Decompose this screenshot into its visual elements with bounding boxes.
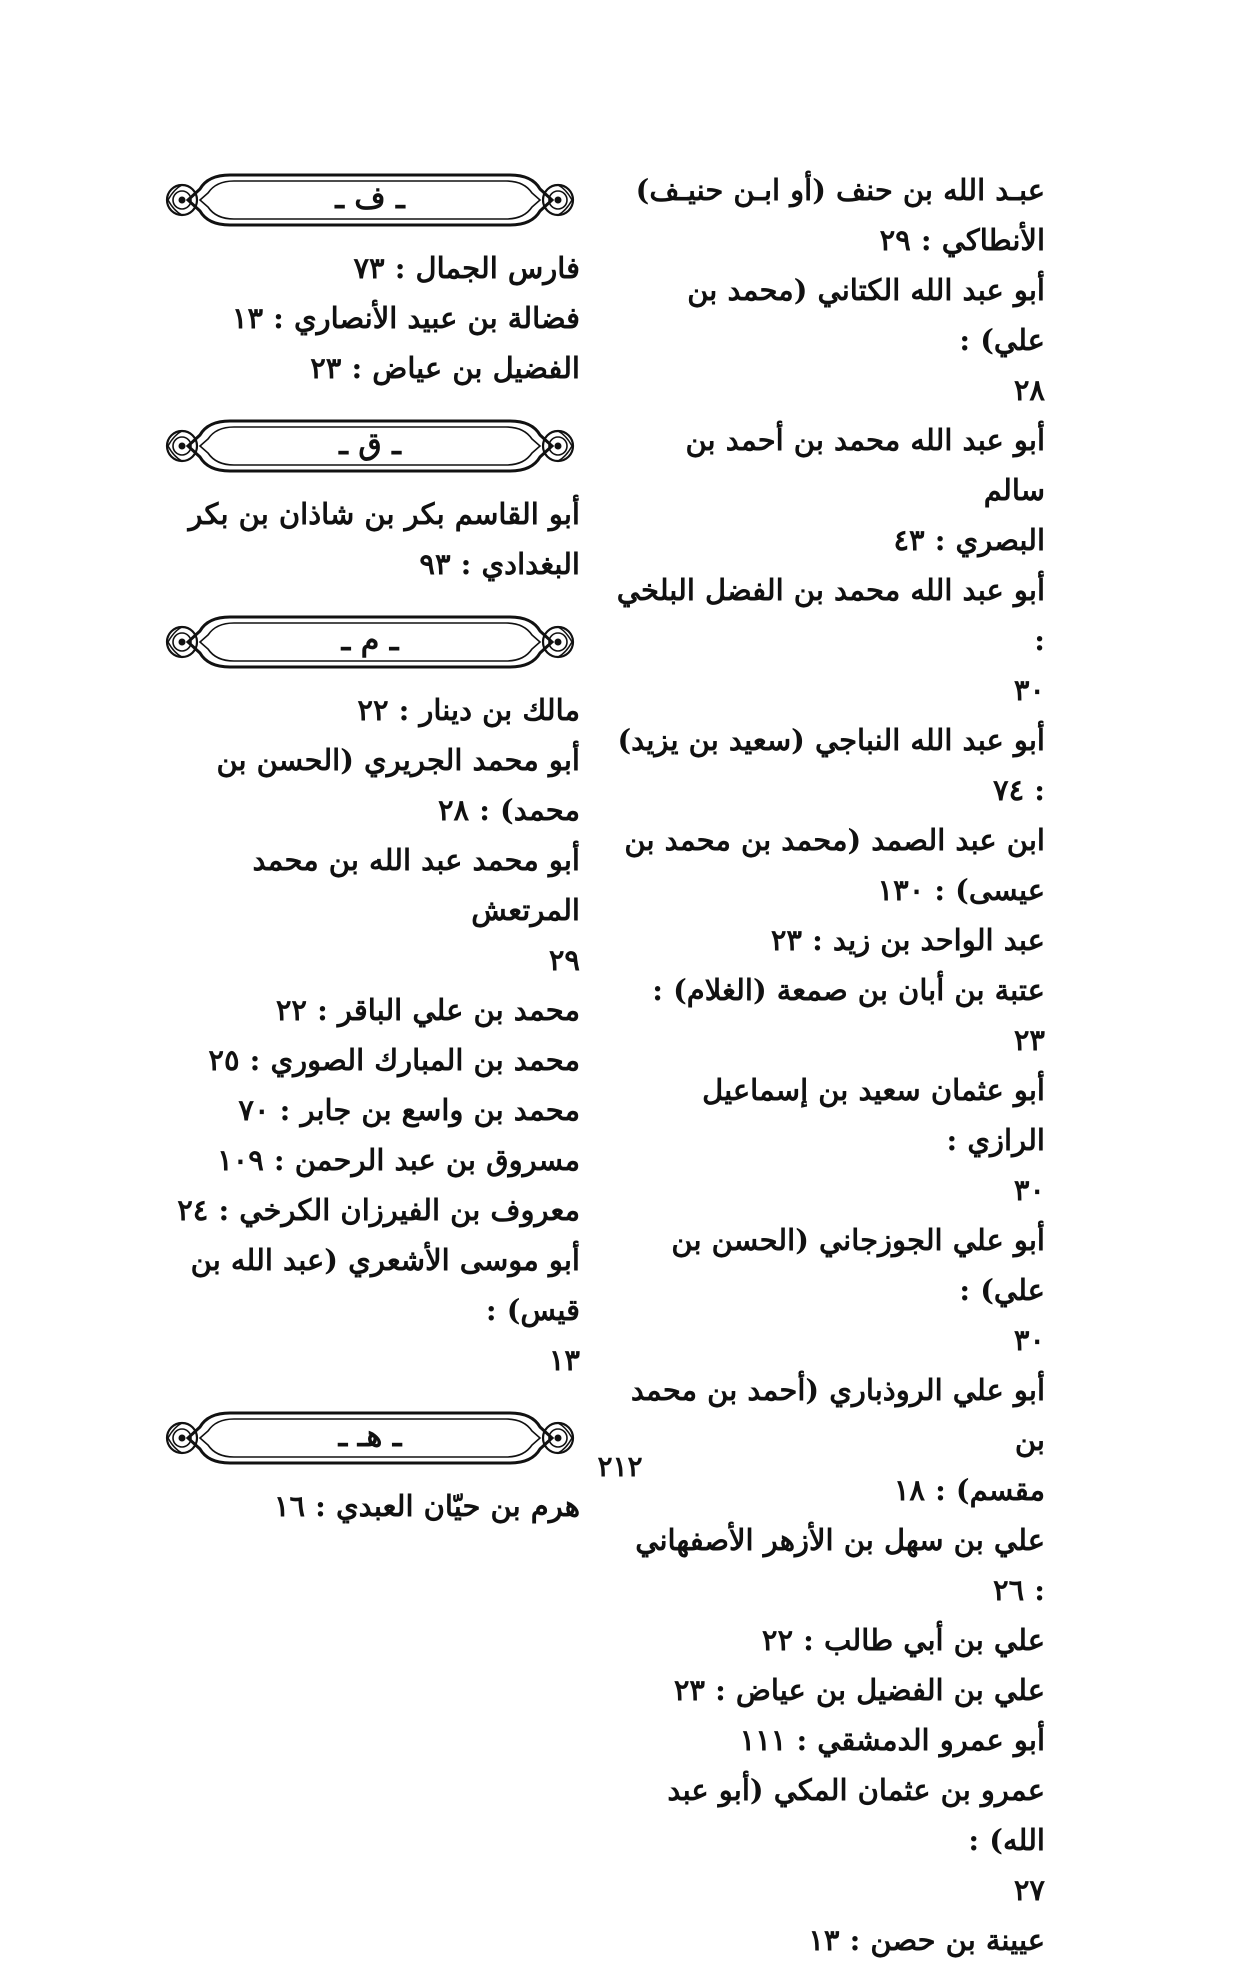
entry-text: الفضيل بن عياض : ٢٣	[310, 351, 580, 385]
entry-text: أبو علي الروذباري (أحمد بن محمد بن	[630, 1373, 1045, 1457]
index-entry	[615, 1365, 1045, 1515]
entry-text: محمد بن المبارك الصوري : ٢٥	[208, 1043, 580, 1077]
section-letter: ـ ق ـ	[339, 427, 401, 462]
index-entry	[140, 835, 580, 985]
entry-text: أبو عبد الله الكتاني (محمد بن علي) :	[687, 273, 1045, 357]
letter-header	[160, 611, 580, 673]
entry-text: علي بن سهل بن الأزهر الأصفهاني : ٢٦	[635, 1523, 1045, 1607]
entry-text: مسروق بن عبد الرحمن : ١٠٩	[217, 1143, 580, 1177]
entry-text: أبو علي الجوزجاني (الحسن بن علي) :	[671, 1223, 1045, 1307]
entry-text: أبو موسى الأشعري (عبد الله بن قيس) :	[190, 1243, 580, 1327]
index-entry	[615, 1665, 1045, 1715]
index-entry	[140, 985, 580, 1035]
entry-text: محمد بن واسع بن جابر : ٧٠	[238, 1093, 580, 1127]
entry-text: عتبة بن أبان بن صمعة (الغلام) : ٢٣	[652, 973, 1045, 1057]
index-entry	[140, 1035, 580, 1085]
entry-text: عمرو بن عثمان المكي (أبو عبد الله) :	[667, 1773, 1045, 1857]
section-letter: ـ هـ ـ	[338, 1419, 402, 1454]
entry-text: أبو عبد الله محمد بن أحمد بن سالم	[685, 423, 1045, 507]
entry-text: عبـد الله بن حنف (أو ابـن حنيـف)	[635, 173, 1045, 207]
index-entry	[140, 1085, 580, 1135]
letter-header	[160, 415, 580, 477]
index-entry	[140, 1135, 580, 1185]
index-entry	[615, 165, 1045, 265]
index-entry	[615, 1915, 1045, 1965]
index-entry	[615, 265, 1045, 415]
index-entry	[140, 343, 580, 393]
section-letter: ـ م ـ	[341, 623, 399, 658]
entry-continuation: ٢٧	[1013, 1873, 1045, 1907]
index-entry	[140, 1481, 580, 1531]
right-column	[615, 165, 1045, 1965]
entry-continuation: ١٣	[548, 1343, 580, 1377]
entry-text: عيينة بن حصن : ١٣	[808, 1923, 1045, 1957]
entry-continuation: الأنطاكي : ٢٩	[879, 223, 1045, 257]
index-entry	[615, 415, 1045, 565]
entry-continuation: ٣٠	[1013, 673, 1045, 707]
index-entry	[140, 685, 580, 735]
index-entry	[615, 1765, 1045, 1915]
entry-text: محمد بن علي الباقر : ٢٢	[275, 993, 580, 1027]
entry-text: أبو عبد الله محمد بن الفضل البلخي :	[616, 573, 1045, 657]
index-entry	[615, 565, 1045, 715]
index-entry	[140, 293, 580, 343]
entry-text: أبو عمرو الدمشقي : ١١١	[739, 1723, 1045, 1757]
entry-text: أبو محمد عبد الله بن محمد المرتعش	[252, 843, 580, 927]
index-entry	[140, 735, 580, 835]
index-entry	[140, 243, 580, 293]
entry-continuation: محمد) : ٢٨	[437, 793, 580, 827]
entry-text: مالك بن دينار : ٢٢	[357, 693, 580, 727]
letter-header	[160, 169, 580, 231]
entry-continuation: البصري : ٤٣	[893, 523, 1045, 557]
index-entry	[615, 815, 1045, 915]
index-entry	[615, 1515, 1045, 1615]
index-entry	[615, 1215, 1045, 1365]
entry-continuation: ٣٠	[1013, 1173, 1045, 1207]
index-entry	[615, 715, 1045, 815]
page-number: ٢١٢	[597, 1450, 643, 1483]
entry-continuation: ٢٩	[548, 943, 580, 977]
entry-text: ابن عبد الصمد (محمد بن محمد بن	[624, 823, 1045, 857]
entry-text: معروف بن الفيرزان الكرخي : ٢٤	[177, 1193, 580, 1227]
entry-text: أبو عثمان سعيد بن إسماعيل الرازي :	[702, 1073, 1045, 1157]
index-entry	[140, 1235, 580, 1385]
left-column	[140, 165, 580, 1531]
index-entry	[615, 1065, 1045, 1215]
entry-continuation: البغدادي : ٩٣	[419, 547, 580, 581]
entry-text: فارس الجمال : ٧٣	[353, 251, 580, 285]
entry-text: أبو عبد الله النباجي (سعيد بن يزيد) : ٧٤	[617, 723, 1045, 807]
entry-continuation: ٢٨	[1013, 373, 1045, 407]
entry-continuation: ٣٠	[1013, 1323, 1045, 1357]
entry-text: فضالة بن عبيد الأنصاري : ١٣	[231, 301, 580, 335]
section-letter: ـ ف ـ	[335, 181, 405, 216]
entry-text: أبو محمد الجريري (الحسن بن	[216, 743, 580, 777]
entry-text: هرم بن حيّان العبدي : ١٦	[273, 1489, 580, 1523]
entry-text: علي بن الفضيل بن عياض : ٢٣	[673, 1673, 1045, 1707]
entry-text: علي بن أبي طالب : ٢٢	[761, 1623, 1045, 1657]
entry-continuation: عيسى) : ١٣٠	[877, 873, 1045, 907]
index-entry	[615, 1615, 1045, 1665]
index-entry	[140, 489, 580, 589]
entry-continuation: مقسم) : ١٨	[893, 1473, 1045, 1507]
entry-text: عبد الواحد بن زيد : ٢٣	[770, 923, 1045, 957]
index-entry	[615, 965, 1045, 1065]
index-entry	[615, 1715, 1045, 1765]
index-entry	[615, 915, 1045, 965]
index-entry	[140, 1185, 580, 1235]
entry-text: أبو القاسم بكر بن شاذان بن بكر	[188, 497, 580, 531]
